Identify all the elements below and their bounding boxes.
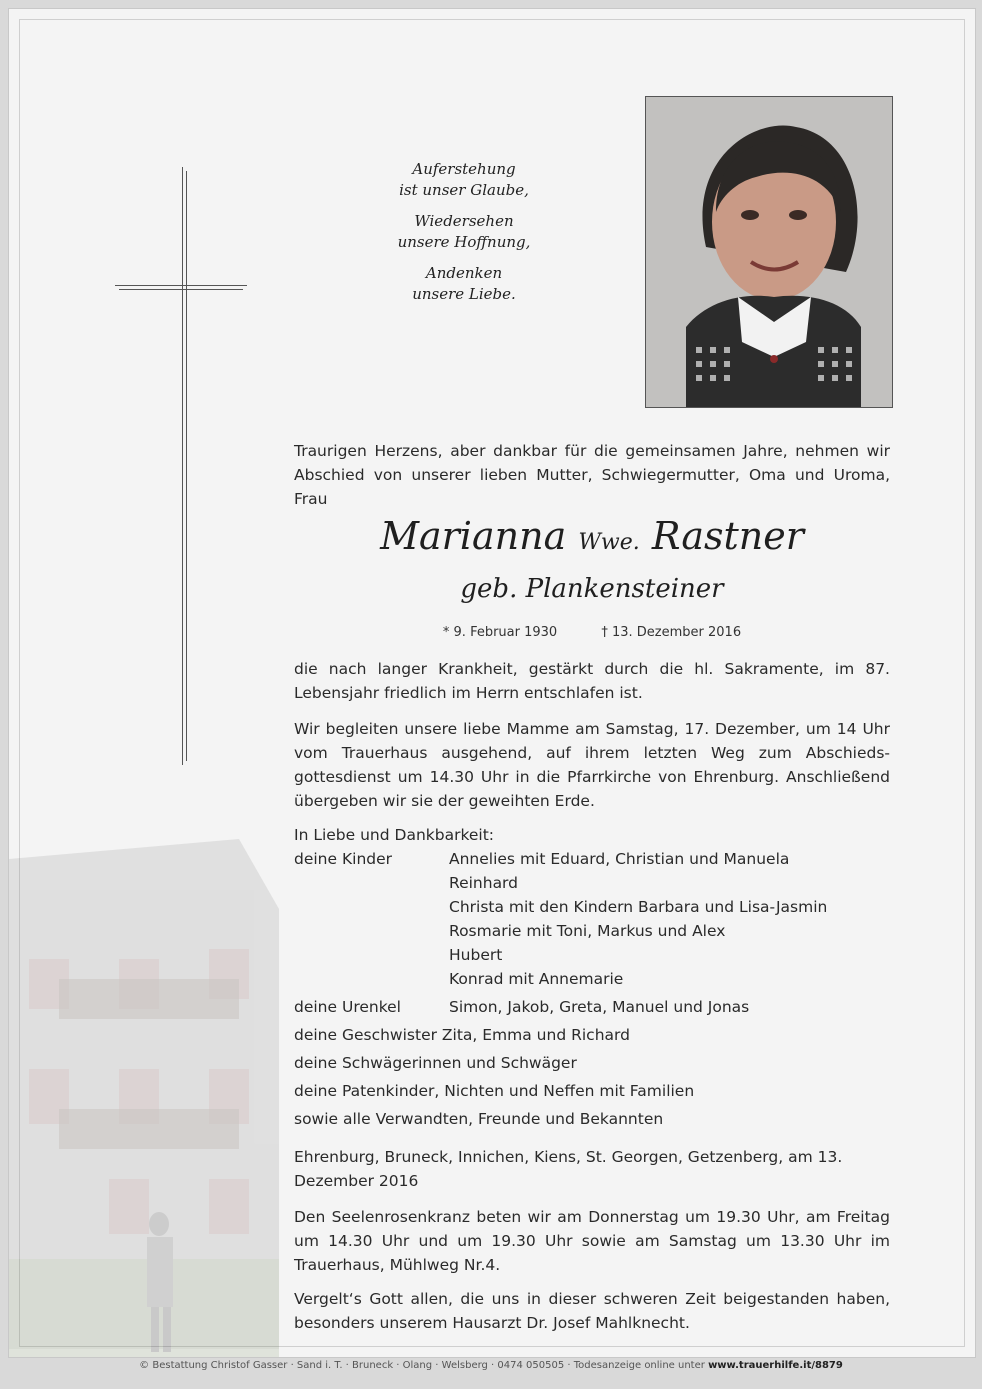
deceased-name [294, 514, 890, 565]
cross-horizontal-line-inner [119, 289, 243, 290]
child-line: Reinhard [449, 874, 519, 892]
great-grandchildren-block [294, 995, 890, 1019]
portrait-photo [645, 96, 893, 408]
verse-stanza: Andenken unsere Liebe. [412, 264, 516, 303]
birth-date: * 9. Februar 1930 [442, 625, 558, 640]
child-line: Konrad mit Annemarie [449, 970, 624, 988]
rosary-paragraph: Den Seelenrosenkranz beten wir am Donnerstag um 19.30 Uhr, am Freitag um 14.30 Uhr und um 19.30 Uhr sowie am Samstag um 13.30 Uhr im Trauerhaus, Mühlweg Nr.4. [294, 1208, 890, 1274]
footer [0, 1360, 982, 1371]
children-label: deine Kinder [294, 850, 393, 868]
verse-stanza: Wiedersehen unsere Hoffnung, [397, 212, 531, 251]
footer-link[interactable]: www.trauerhilfe.it/8879 [708, 1360, 843, 1371]
cross-vertical-line-inner [186, 171, 187, 761]
relatives-line: deine Patenkinder, Nichten und Neffen mit Familien [294, 1082, 695, 1100]
first-name: Marianna [380, 514, 567, 558]
funeral-paragraph: Wir begleiten unsere liebe Mamme am Samstag, 17. Dezember, um 14 Uhr vom Trauerhaus ausgehend, auf ihrem letzten Weg zum Abschiedsgottesdienst um 14.30 Uhr in die Pfarrkirche von Ehrenburg. Anschließend übergeben wir sie der geweihten Erde. [294, 720, 890, 810]
last-name: Rastner [651, 514, 804, 558]
widow-marker: Wwe. [578, 530, 640, 555]
relatives-line: deine Geschwister Zita, Emma und Richard [294, 1026, 630, 1044]
child-line: Christa mit den Kindern Barbara und Lisa-Jasmin [449, 898, 828, 916]
verse [369, 159, 559, 315]
child-line: Hubert [449, 946, 503, 964]
cross-vertical-line [182, 167, 183, 765]
thanks-paragraph: Vergelt‘s Gott allen, die uns in dieser schweren Zeit beigestanden haben, besonders unserem Hausarzt Dr. Josef Mahlknecht. [294, 1290, 890, 1332]
intro-paragraph: Traurigen Herzens, aber dankbar für die gemeinsamen Jahre, nehmen wir Abschied von unserer lieben Mutter, Schwiegermutter, Oma und Uroma, Frau [294, 442, 890, 508]
passing-paragraph: die nach langer Krankheit, gestärkt durch die hl. Sakramente, im 87. Lebensjahr friedlich im Herrn entschlafen ist. [294, 660, 890, 702]
children-list [449, 847, 827, 991]
relatives-line: deine Schwägerinnen und Schwäger [294, 1054, 577, 1072]
great-grandchildren-label: deine Urenkel [294, 998, 401, 1016]
cross-horizontal-line [115, 285, 247, 286]
child-line: Annelies mit Eduard, Christian und Manuela [449, 850, 790, 868]
life-dates [294, 625, 890, 640]
love-line: In Liebe und Dankbarkeit: [294, 826, 495, 844]
birth-name: geb. Plankensteiner [460, 574, 724, 604]
children-block [294, 847, 890, 991]
great-grandchildren-value: Simon, Jakob, Greta, Manuel und Jonas [449, 998, 750, 1016]
relatives-line: sowie alle Verwandten, Freunde und Bekannten [294, 1110, 664, 1128]
places-and-date: Ehrenburg, Bruneck, Innichen, Kiens, St. Georgen, Getzenberg, am 13. Dezember 2016 [294, 1148, 843, 1190]
verse-stanza: Auferstehung ist unser Glaube, [399, 160, 529, 199]
footer-text: © Bestattung Christof Gasser · Sand i. T. · Bruneck · Olang · Welsberg · 0474 050505 · Todesanzeige online unter [139, 1360, 705, 1371]
child-line: Rosmarie mit Toni, Markus und Alex [449, 922, 726, 940]
obituary-sheet [8, 8, 976, 1358]
portrait-image [646, 97, 892, 407]
death-date: † 13. Dezember 2016 [601, 625, 742, 640]
